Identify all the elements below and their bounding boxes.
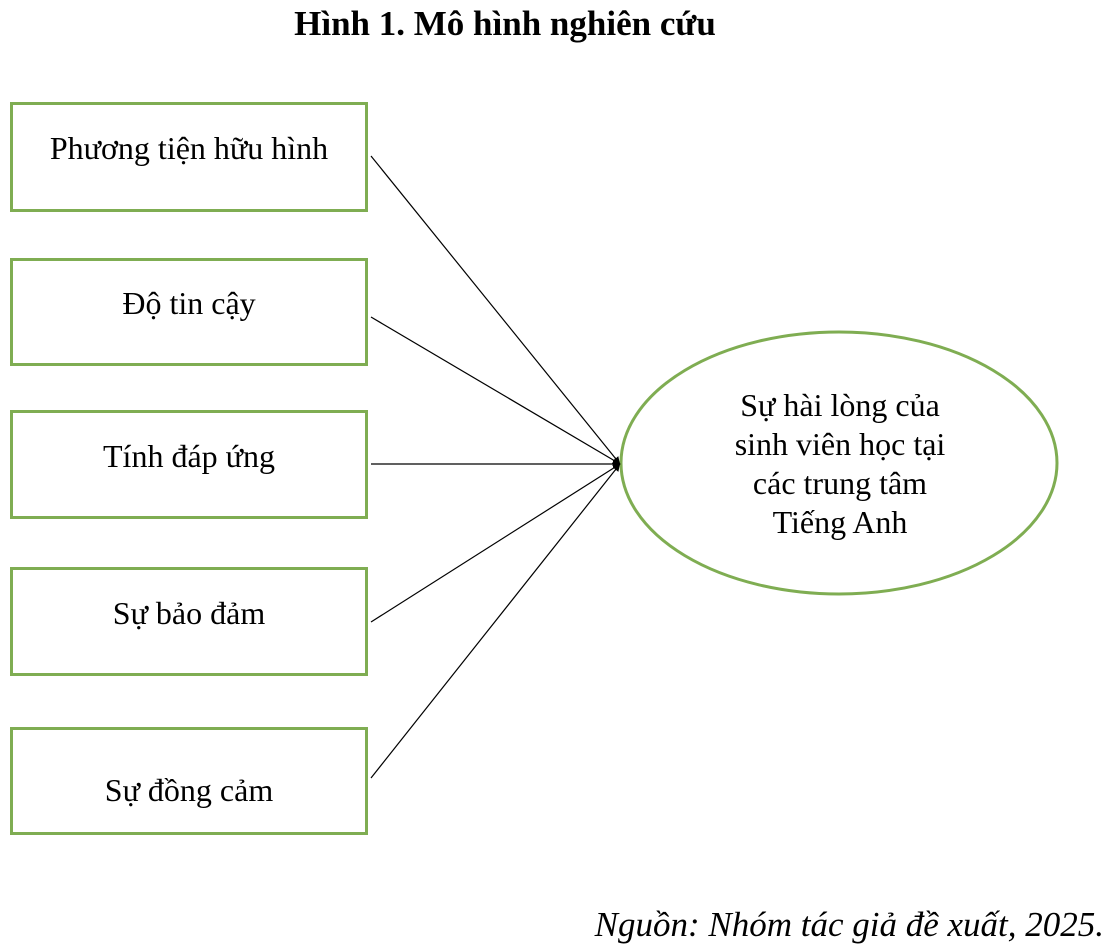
factor-label: Sự đồng cảm (104, 772, 274, 808)
factor-box-assurance (10, 567, 368, 676)
factor-box-empathy (10, 727, 368, 835)
factor-box-responsiveness (10, 410, 368, 519)
outcome-line: Sự hài lòng của (740, 387, 940, 423)
factor-box-reliability (10, 258, 368, 366)
arrow-factor-5 (371, 464, 620, 778)
factor-label: Độ tin cậy (122, 285, 256, 321)
source-note: Nguồn: Nhóm tác giả đề xuất, 2025. (594, 905, 1104, 944)
outcome-label (690, 386, 990, 542)
factor-label: Sự bảo đảm (112, 594, 266, 631)
arrow-factor-2 (371, 317, 620, 464)
factor-label: Tính đáp ứng (103, 437, 275, 474)
outcome-line: sinh viên học tại (734, 426, 946, 462)
factor-label: Phương tiện hữu hình (49, 130, 329, 166)
outcome-line: các trung tâm (752, 465, 928, 501)
figure-title: Hình 1. Mô hình nghiên cứu (294, 4, 716, 43)
arrow-factor-4 (371, 464, 620, 622)
outcome-line: Tiếng Anh (772, 504, 908, 540)
arrow-factor-1 (371, 156, 620, 464)
factor-box-tangibles (10, 102, 368, 212)
